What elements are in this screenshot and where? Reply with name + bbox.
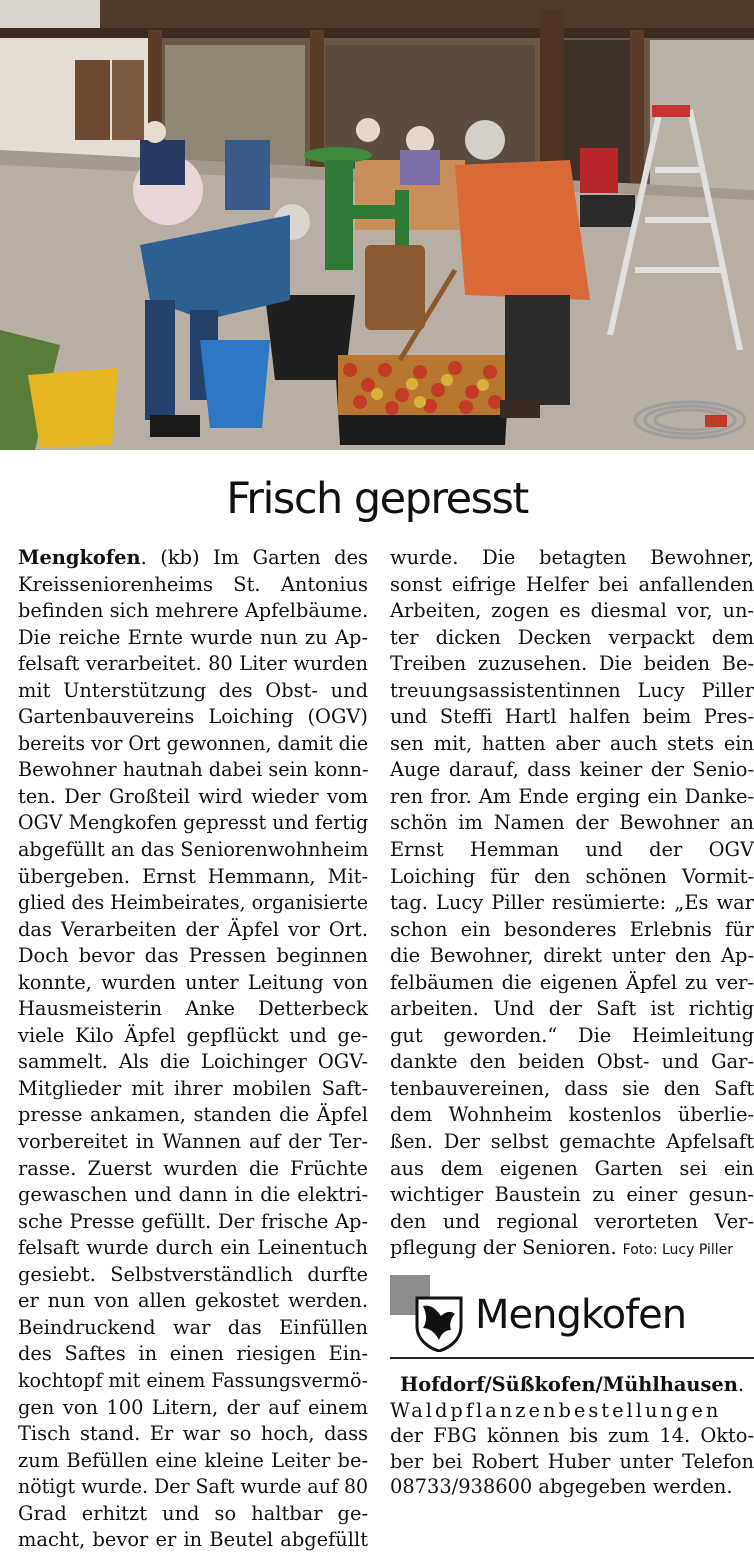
article-line: Kreisseniorenheims St. Antonius [18,572,368,596]
article-last-line [390,1235,754,1262]
article-line: macht, bevor er in Beutel abgefüllt [18,1528,368,1552]
article-line: des Saftes in einen riesigen Ein- [18,1342,368,1366]
article-line: den und regional verorteten Ver- [390,1209,754,1233]
article-line: abgefüllt an das Seniorenwohnheim [18,838,369,862]
article-line: das Verarbeiten der Äpfel vor Ort. [18,917,368,941]
article-line: ten. Der Großteil wird wieder vom [18,784,368,808]
article-line-text: pflegung der Senioren. [390,1236,617,1260]
photo-credit: Foto: Lucy Piller [622,1242,734,1259]
article-line: Arbeiten, zogen es diesmal vor, un- [390,599,754,623]
article-line: felsaft verarbeitet. 80 Liter wurden [18,652,368,676]
article-line: Hausmeisterin Anke Detterbeck [18,997,368,1021]
article-line: Gartenbauvereins Loiching (OGV) [18,705,368,729]
brief-line: der FBG können bis zum 14. Okto- [390,1424,754,1447]
article-line: felsaft wurde durch ein Leinentuch [18,1236,368,1260]
article-line [18,545,368,572]
article-line: er nun von allen gekostet werden. [18,1289,368,1313]
article-line: Loiching für den schönen Vormit- [390,864,754,888]
article-line: felbäumen die eigenen Äpfel zu ver- [390,970,754,994]
article-line: Ernst Hemman und der OGV [390,838,754,862]
article-line: viele Kilo Äpfel gepflückt und ge- [18,1023,368,1047]
article-line: Grad erhitzt und so haltbar ge- [18,1501,368,1525]
article-line: Die reiche Ernte wurde nun zu Ap- [18,625,368,649]
article-line: Doch bevor das Pressen beginnen [18,944,368,968]
brief-line: ber bei Robert Huber unter Telefon [390,1449,754,1473]
article-line: presse ankamen, standen die Äpfel [18,1103,368,1127]
article-line: konnte, wurden unter Leitung von [18,970,368,994]
brief-line: Waldpflanzenbestellungen [390,1398,722,1422]
brief-title-line [390,1372,754,1398]
article-line: wurde. Die betagten Bewohner, [390,546,754,569]
article-headline: Frisch gepresst [226,474,528,524]
article-line: die Bewohner, direkt unter den Ap- [390,944,754,968]
article-line: gesiebt. Selbstverständlich durfte [18,1262,368,1286]
article-line: nötigt wurde. Der Saft wurde auf 80 [18,1475,369,1499]
article-line: tenbauvereinen, dass sie den Saft [390,1076,754,1100]
article-line: OGV Mengkofen gepresst und fertig [18,811,369,835]
article-line: befinden sich mehrere Apfelbäume. [18,599,369,623]
article-line: dem Wohnheim kostenlos überlie- [390,1103,754,1127]
article-line: und Steffi Hartl halfen beim Pres- [390,705,754,729]
section-divider [390,1357,754,1359]
article-line: ter dicken Decken verpackt dem [390,625,754,649]
article-line: schon ein besonderes Erlebnis für [390,917,754,941]
article-line: gut geworden.“ Die Heimleitung [390,1023,754,1047]
article-line: Treiben zuzusehen. Die beiden Be- [390,652,754,676]
article-body-left-column [18,545,368,1554]
article-line: vorbereitet in Wannen auf der Ter- [18,1130,368,1154]
news-brief [390,1372,754,1500]
article-line: sen mit, hatten aber auch stets ein [390,731,754,755]
article-line: sonst eifrige Helfer bei anfallenden [390,572,754,596]
coat-of-arms-icon [415,1296,463,1352]
article-line-text: . (kb) Im Garten des [140,546,368,569]
article-line: Bewohner hautnah dabei sein konn- [18,758,369,782]
article-line: treuungsassistentinnen Lucy Piller [390,678,754,702]
brief-title: Hofdorf/Süßkofen/Mühlhausen [399,1373,738,1396]
article-line: rasse. Zuerst wurden die Früchte [18,1156,368,1180]
article-line: zum Befüllen eine kleine Leiter be- [18,1448,368,1472]
article-line: dankte den beiden Obst- und Gar- [390,1050,754,1074]
article-line: sammelt. Als die Loichinger OGV- [18,1050,368,1074]
article-line: ßen. Der selbst gemachte Apfelsaft [390,1130,754,1154]
article-line: gewaschen und dann in die elektri- [18,1183,368,1207]
article-line: mit Unterstützung des Obst- und [18,678,368,702]
article-line: ren fror. Am Ende erging ein Danke- [390,784,754,808]
article-line: aus dem eigenen Garten sei ein [390,1156,754,1180]
article-line: Tisch stand. Er war so hoch, dass [18,1422,368,1446]
brief-line: 08733/938600 abgegeben werden. [390,1475,733,1498]
section-title: Mengkofen [475,1292,687,1338]
article-line: sche Presse gefüllt. Der frische Ap- [18,1209,368,1233]
article-line: Beindruckend war das Einfüllen [18,1315,368,1339]
article-line: tag. Lucy Piller resümierte: „Es war [390,891,754,915]
article-line: Auge darauf, dass keiner der Senio- [390,758,754,782]
article-photo [0,0,754,450]
article-line: kochtopf mit einem Fassungsvermö- [18,1368,368,1392]
article-line: schön im Namen der Bewohner an [390,811,754,835]
article-line: gen von 100 Litern, der auf einem [18,1395,368,1419]
article-line: Mitglieder mit ihrer mobilen Saft- [18,1076,368,1100]
article-line: glied des Heimbeirates, organisierte [18,891,369,915]
article-line: arbeiten. Und der Saft ist richtig [390,997,754,1021]
dateline: Mengkofen [18,546,141,569]
article-line: übergeben. Ernst Hemmann, Mit- [18,864,368,888]
article-line: bereits vor Ort gewonnen, damit die [18,731,369,755]
article-body-right-column [390,545,754,1262]
article-line: wichtiger Baustein zu einer gesun- [390,1183,754,1207]
brief-title-suffix: . [737,1373,745,1396]
